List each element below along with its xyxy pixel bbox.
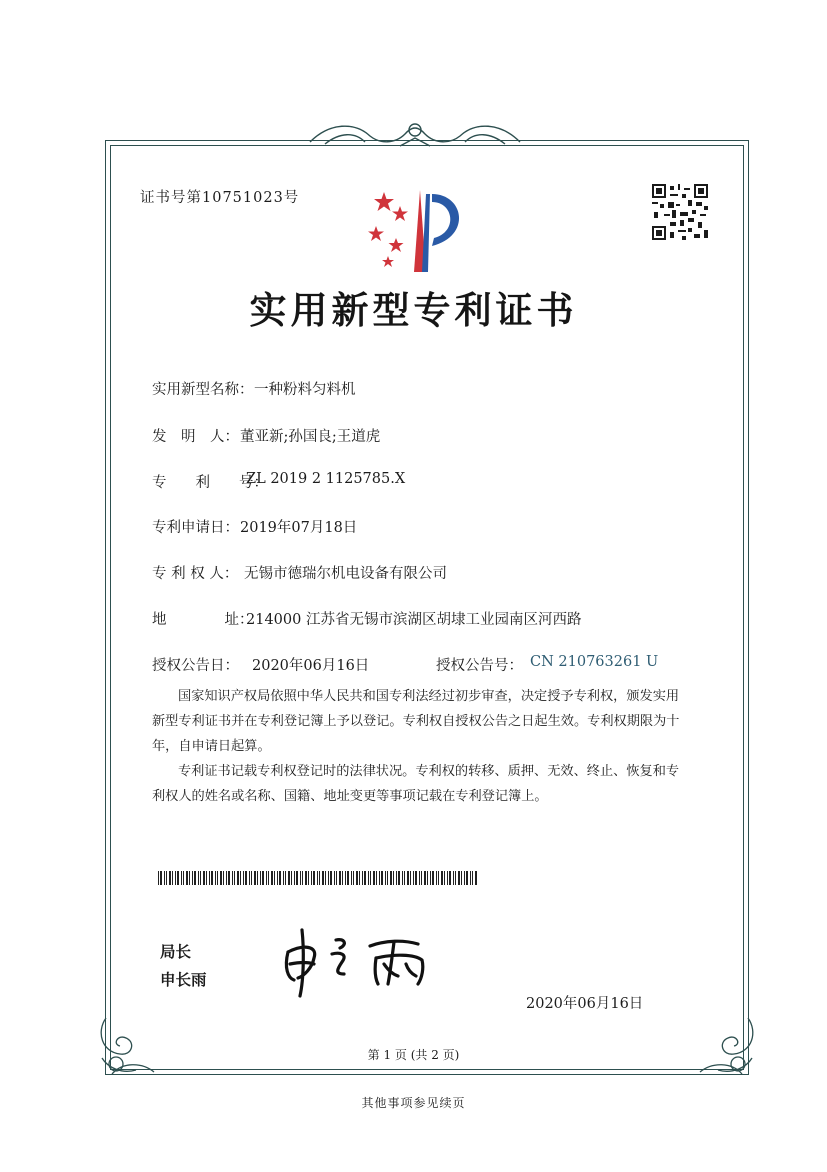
handwritten-signature xyxy=(274,918,444,998)
border-ornament-icon xyxy=(300,116,530,156)
director-title: 局长 xyxy=(160,943,192,961)
grant-number-value: CN 210763261 U xyxy=(530,654,659,670)
address-label: 地 址： xyxy=(152,612,254,628)
owner-label: 专 利 权 人： xyxy=(152,566,239,582)
director-name: 申长雨 xyxy=(160,971,207,989)
grant-date-label: 授权公告日： xyxy=(152,658,239,674)
cnipa-logo-icon xyxy=(362,186,474,276)
filing-date-value: 2019年07月18日 xyxy=(240,520,358,536)
address-value: 214000 江苏省无锡市滨湖区胡埭工业园南区河西路 xyxy=(246,612,582,628)
continued-note: 其他事项参见续页 xyxy=(361,1096,466,1110)
grant-date-value: 2020年06月16日 xyxy=(252,658,370,674)
certificate-title: 实用新型专利证书 xyxy=(249,288,578,332)
barcode-icon xyxy=(158,870,480,884)
name-label: 实用新型名称： xyxy=(152,382,254,398)
inventor-label: 发 明 人： xyxy=(152,429,239,445)
inventor-value: 董亚新;孙国良;王道虎 xyxy=(240,429,381,445)
certificate-number: 证书号第10751023号 xyxy=(140,190,300,206)
paragraph-legal-status: 专利证书记载专利权登记时的法律状况。专利权的转移、质押、无效、终止、恢复和专利权人的姓名或名称、国籍、地址变更等事项记载在专利登记簿上。 xyxy=(152,764,680,804)
patent-number-value: ZL 2019 2 1125785.X xyxy=(246,471,406,487)
filing-date-label: 专利申请日： xyxy=(152,520,239,536)
grant-number-label: 授权公告号： xyxy=(436,658,523,674)
qr-code-icon xyxy=(652,184,708,240)
owner-value: 无锡市德瑞尔机电设备有限公司 xyxy=(244,566,447,582)
signature-date: 2020年06月16日 xyxy=(526,996,644,1012)
paragraph-grant-statement: 国家知识产权局依照中华人民共和国专利法经过初步审查，决定授予专利权，颁发实用新型专利证书并在专利登记簿上予以登记。专利权自授权公告之日起生效。专利权期限为十年，自申请日起算。 xyxy=(152,689,680,754)
patent-number-label: 专 利 号： xyxy=(152,475,268,491)
page-number: 第 1 页 (共 2 页) xyxy=(367,1048,460,1062)
name-value: 一种粉料匀料机 xyxy=(254,382,356,398)
